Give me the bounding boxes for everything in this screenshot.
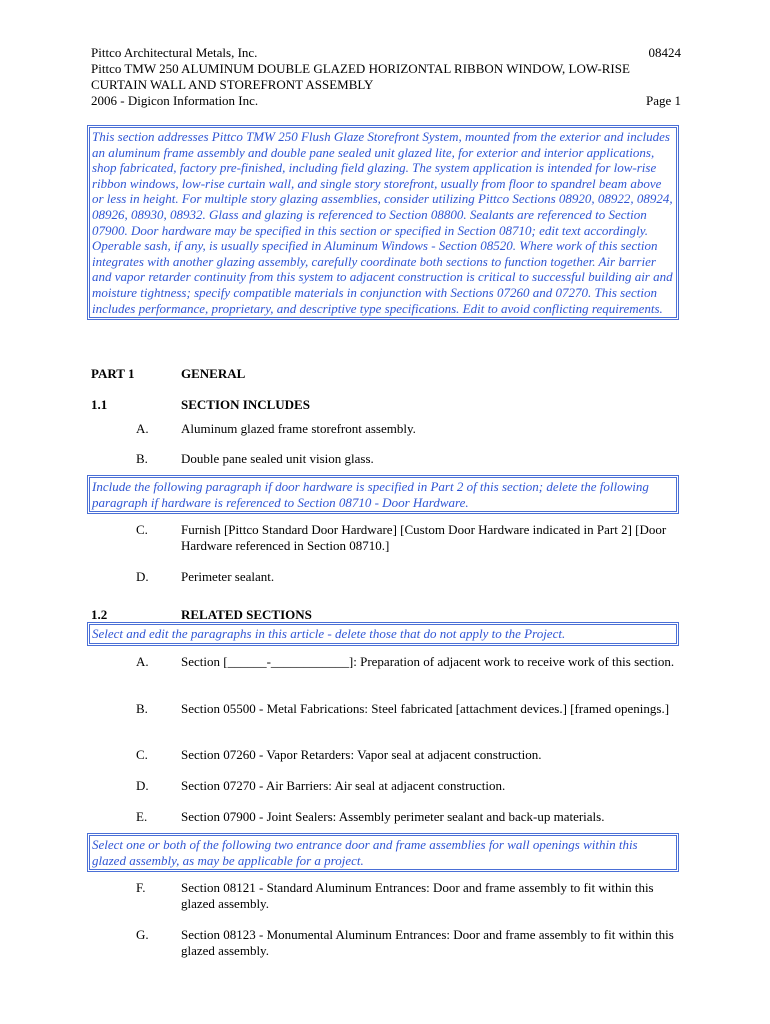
- item-letter: F.: [136, 880, 146, 895]
- item-text: Section 08121 - Standard Aluminum Entrances: Door and frame assembly to fit within this glazed assembly.: [181, 880, 654, 911]
- section-title-line2: CURTAIN WALL AND STOREFRONT ASSEMBLY: [91, 77, 374, 92]
- item-text: Section 07270 - Air Barriers: Air seal at adjacent construction.: [181, 778, 506, 793]
- item-letter: C.: [136, 522, 148, 537]
- section-title-line1: Pittco TMW 250 ALUMINUM DOUBLE GLAZED HORIZONTAL RIBBON WINDOW, LOW-RISE: [91, 61, 630, 76]
- item-letter: B.: [136, 451, 148, 466]
- item-letter: C.: [136, 747, 148, 762]
- item-letter: G.: [136, 927, 149, 942]
- copyright: 2006 - Digicon Information Inc.: [91, 93, 259, 108]
- item-text: Section [______-____________]: Preparation of adjacent work to receive work of this section.: [181, 654, 675, 669]
- section-number: 08424: [648, 45, 681, 60]
- article-number-1-1: 1.1: [91, 397, 108, 412]
- hardware-note: Include the following paragraph if door hardware is specified in Part 2 of this section; delete the following paragraph if hardware is referenced to Section 08710 - Door Hardware.: [87, 475, 679, 514]
- item-text: Section 05500 - Metal Fabrications: Steel fabricated [attachment devices.] [framed openings.]: [181, 701, 670, 716]
- item-letter: D.: [136, 778, 149, 793]
- item-letter: B.: [136, 701, 148, 716]
- intro-note: This section addresses Pittco TMW 250 Flush Glaze Storefront System, mounted from the exterior and includes an aluminum frame assembly and double pane sealed unit glazed lite, for exterior and interior applications, shop fabricated, factory pre-finished, including field glazing. The system application is intended for low-rise ribbon windows, low-rise curtain wall, and single story storefront, usually from floor to spandrel beam above or less in height. For multiple story glazing assemblies, consider utilizing Pittco Sections 08920, 08922, 08924, 08926, 08930, 08932. Glass and glazing is referenced to Section 08800. Sealants are referenced to Section 07900. Door hardware may be specified in this section or specified in Section 08710; edit text accordingly. Operable sash, if any, is usually specified in Aluminum Windows - Section 08520. Where work of this section integrates with another glazing assembly, carefully coordinate both sections to function together. Air barrier and vapor retarder continuity from this system to adjacent construction is critical to successful building air and moisture tightness; specify compatible materials in conjunction with Sections 07260 and 07270. This section includes performance, proprietary, and descriptive type specifications. Edit to avoid conflicting requirements.: [87, 125, 679, 320]
- item-letter: A.: [136, 421, 149, 436]
- item-text: Aluminum glazed frame storefront assembly.: [181, 421, 416, 436]
- article-title-1-2: RELATED SECTIONS: [181, 607, 312, 622]
- item-text: Perimeter sealant.: [181, 569, 275, 584]
- item-text: Furnish [Pittco Standard Door Hardware] [Custom Door Hardware indicated in Part 2] [Door Hardware referenced in Section 08710.]: [181, 522, 667, 553]
- item-text: Section 08123 - Monumental Aluminum Entrances: Door and frame assembly to fit within this glazed assembly.: [181, 927, 674, 958]
- related-note: Select and edit the paragraphs in this article - delete those that do not apply to the Project.: [87, 622, 679, 646]
- item-text: Section 07900 - Joint Sealers: Assembly perimeter sealant and back-up materials.: [181, 809, 605, 824]
- item-letter: D.: [136, 569, 149, 584]
- item-letter: A.: [136, 654, 149, 669]
- item-text: Section 07260 - Vapor Retarders: Vapor seal at adjacent construction.: [181, 747, 542, 762]
- page-number: Page 1: [645, 93, 681, 108]
- item-text: Double pane sealed unit vision glass.: [181, 451, 374, 466]
- article-title-1-1: SECTION INCLUDES: [181, 397, 310, 412]
- company-name: Pittco Architectural Metals, Inc.: [91, 45, 258, 60]
- part-label: PART 1: [91, 366, 135, 381]
- part-title: GENERAL: [181, 366, 246, 381]
- article-number-1-2: 1.2: [91, 607, 108, 622]
- page-header: [91, 45, 681, 109]
- entrance-note: Select one or both of the following two entrance door and frame assemblies for wall openings within this glazed assembly, as may be applicable for a project.: [87, 833, 679, 872]
- item-letter: E.: [136, 809, 148, 824]
